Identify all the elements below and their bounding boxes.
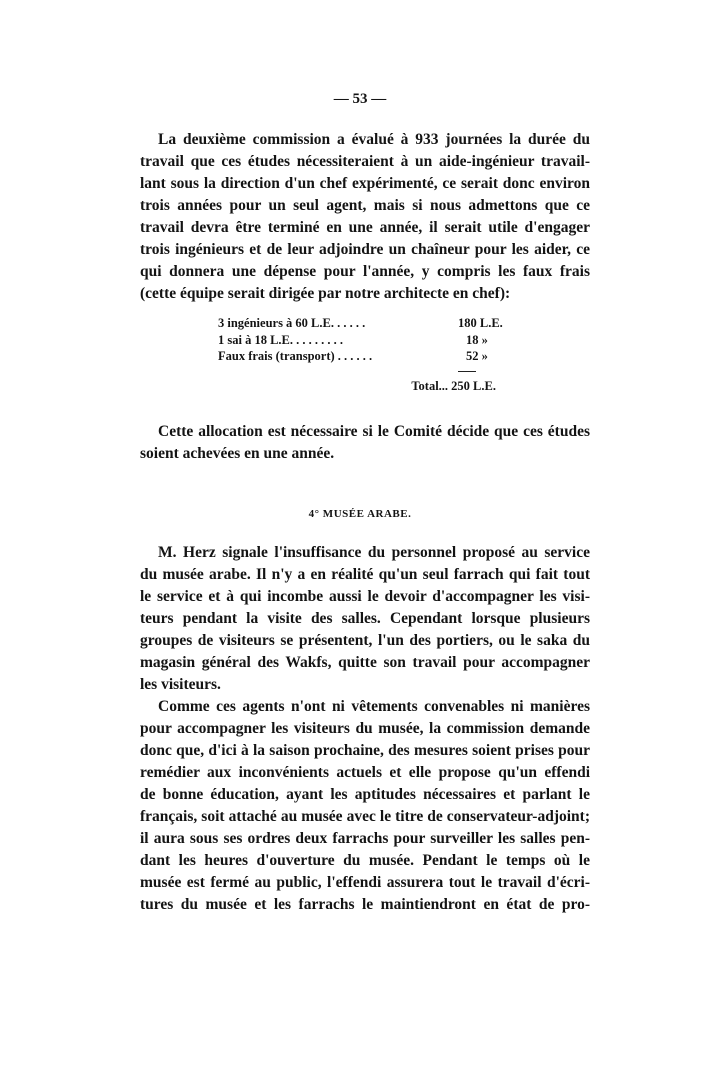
text-line: qui donnera une dépense pour l'année, y compris les faux frais (140, 263, 590, 280)
text-line: français, soit attaché au musée avec le titre de conservateur-adjoint; (140, 808, 590, 825)
text-line: tures du musée et les farrachs le maintiendront en état de pro- (140, 896, 590, 913)
budget-value: 52 » (466, 349, 488, 363)
budget-label: Faux frais (transport) . . . . . . (218, 349, 373, 363)
budget-total: Total... 250 L.E. (411, 378, 496, 393)
budget-table (218, 315, 518, 394)
sum-rule (458, 371, 476, 378)
text-line: La deuxième commission a évalué à 933 journées la durée du (158, 131, 590, 148)
text-line: pour accompagner les visiteurs du musée, la commission demande (140, 720, 590, 737)
budget-value: 180 L.E. (458, 316, 503, 330)
text-line: les visiteurs. (140, 676, 221, 693)
text-line: il aura sous ses ordres deux farrachs pour surveiller les salles pen- (140, 830, 590, 847)
text-line: lant sous la direction d'un chef expérimenté, ce serait donc environ (140, 175, 590, 192)
text-line: (cette équipe serait dirigée par notre architecte en chef): (140, 285, 511, 302)
text-line: M. Herz signale l'insuffisance du personnel proposé au service (158, 544, 590, 561)
page-number: — 53 — (333, 91, 387, 107)
budget-row (218, 348, 518, 365)
paragraph-4 (140, 696, 590, 916)
text-line: soient achevées en une année. (140, 445, 335, 462)
text-line: groupes de visiteurs se présentent, l'un des portiers, ou le saka du (140, 632, 590, 649)
paragraph-2 (140, 421, 590, 465)
text-line: donc que, d'ici à la saison prochaine, des mesures soient prises pour (140, 742, 590, 759)
text-line: trois années pour un seul agent, mais si nous admettons que ce (140, 197, 590, 214)
text-line: du musée arabe. Il n'y a en réalité qu'un seul farrach qui fait tout (140, 566, 590, 583)
paragraph-3 (140, 542, 590, 696)
budget-label: 3 ingénieurs à 60 L.E. . . . . . (218, 316, 366, 330)
budget-value: 18 » (466, 332, 488, 347)
text-line: dant les heures d'ouverture du musée. Pendant le temps où le (140, 852, 590, 869)
text-line: teurs pendant la visite des salles. Cependant lorsque plusieurs (140, 610, 590, 627)
text-line: Comme ces agents n'ont ni vêtements convenables ni manières (158, 698, 590, 715)
section-heading: 4° MUSÉE ARABE. (308, 508, 412, 520)
text-line: travail devra être terminé en une année, il serait utile d'engager (140, 219, 590, 236)
text-line: remédier aux inconvénients actuels et elle propose qu'un effendi (140, 764, 590, 781)
text-line: travail que ces études nécessiteraient à un aide-ingénieur travail- (140, 153, 590, 170)
text-line: Cette allocation est nécessaire si le Comité décide que ces études (158, 423, 590, 440)
text-line: de bonne éducation, ayant les aptitudes nécessaires et parlant le (140, 786, 590, 803)
text-line: le service et à qui incombe aussi le devoir d'accompagner les visi- (140, 588, 590, 605)
text-line: musée est fermé au public, l'effendi assurera tout le travail d'écri- (140, 874, 590, 891)
budget-row (218, 332, 518, 349)
text-line: trois ingénieurs et de leur adjoindre un chaîneur pour les aider, ce (140, 241, 590, 258)
paragraph-1 (140, 129, 590, 305)
budget-label: 1 sai à 18 L.E. . . . . . . . . (218, 332, 344, 347)
text-line: magasin général des Wakfs, quitte son travail pour accompagner (140, 654, 590, 671)
budget-row (218, 315, 518, 332)
